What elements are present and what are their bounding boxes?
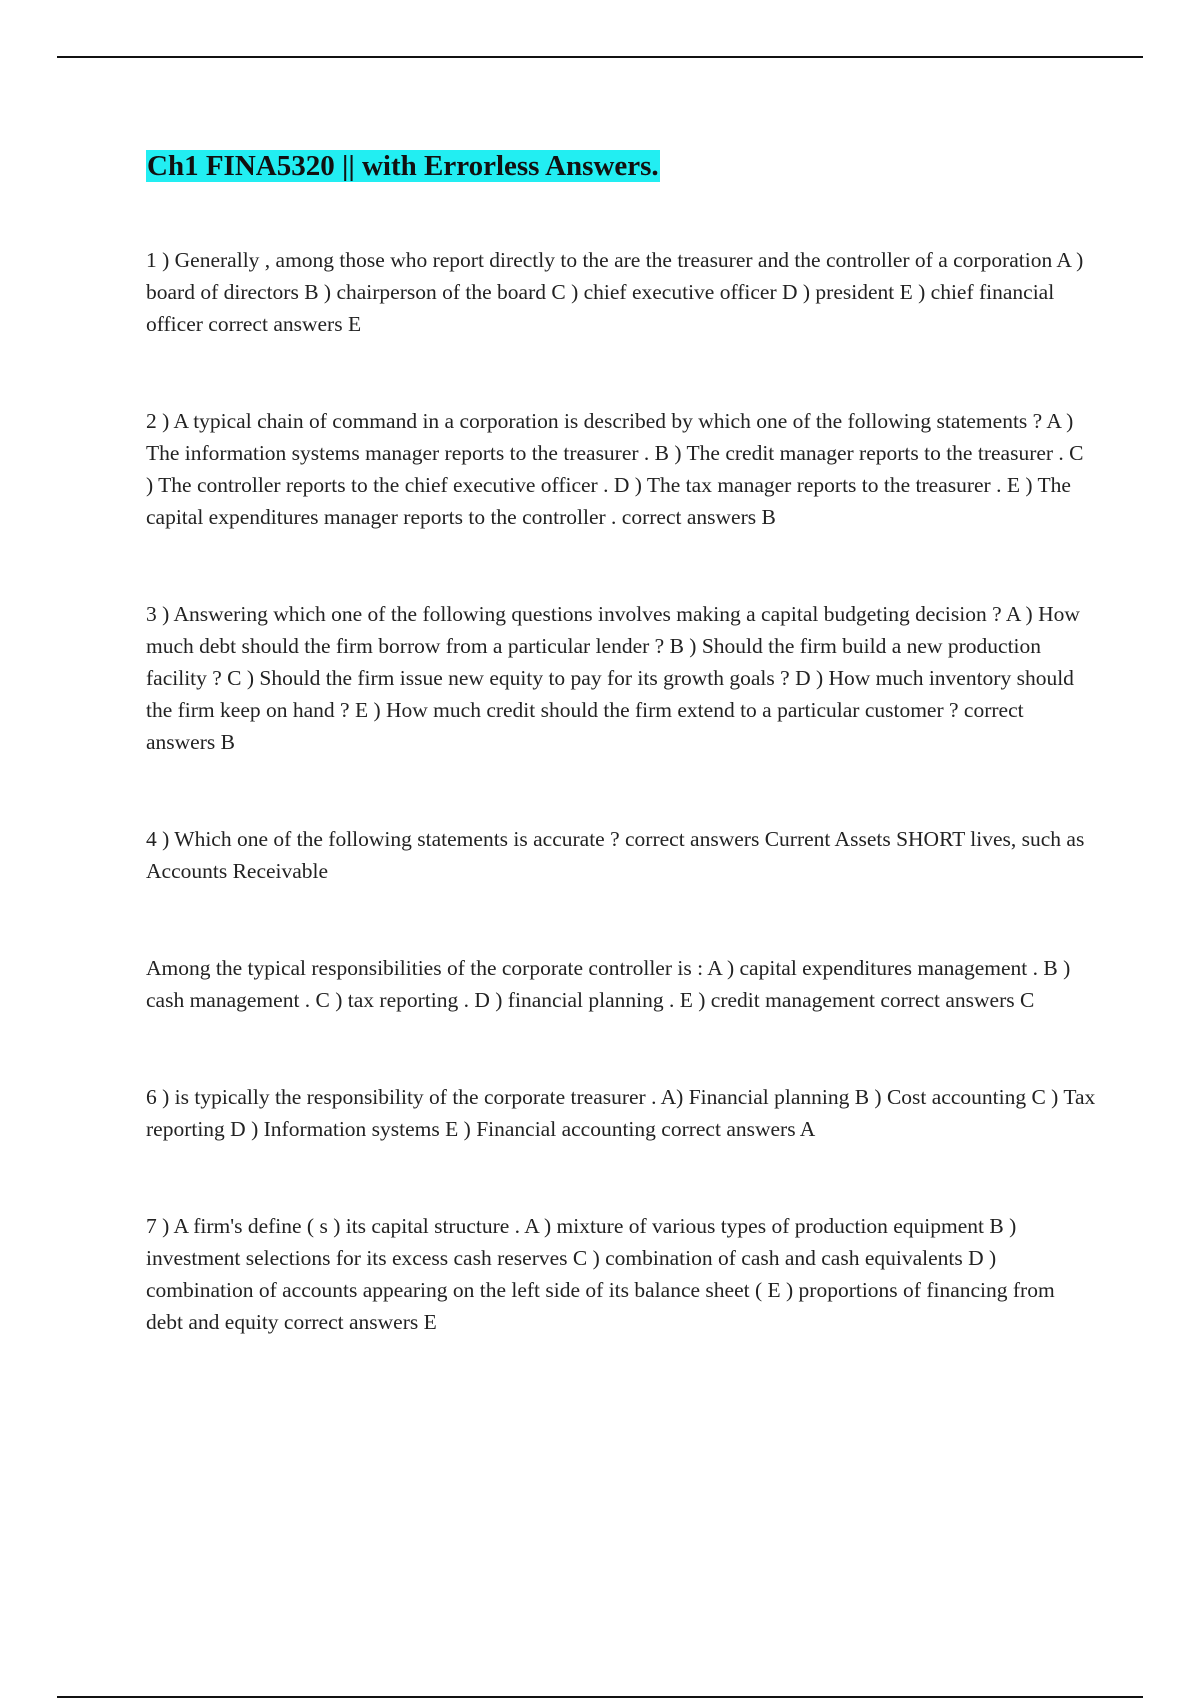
title-highlight: Ch1 FINA5320 || with Errorless Answers.: [147, 150, 659, 182]
question-2: 2 ) A typical chain of command in a corporation is described by which one of the following statements ? A ) The information systems manager reports to the treasurer . B ) The credit manager reports to the treasurer . C ) The controller reports to the chief executive officer . D ) The tax manager reports to the treasurer . E ) The capital expenditures manager reports to the controller . correct answers B: [146, 409, 1084, 529]
question-6: 6 ) is typically the responsibility of the corporate treasurer . A) Financial planning B ) Cost accounting C ) Tax reporting D ) Information systems E ) Financial accounting correct answers A: [146, 1085, 1096, 1141]
document-title: [146, 146, 1096, 186]
header-rule: [57, 56, 1143, 58]
question-7: 7 ) A firm's define ( s ) its capital structure . A ) mixture of various types of production equipment B ) investment selections for its excess cash reserves C ) combination of cash and cash equivalents D ) combination of accounts appearing on the left side of its balance sheet ( E ) proportions of financing from debt and equity correct answers E: [146, 1214, 1055, 1334]
question-4: 4 ) Which one of the following statements is accurate ? correct answers Current Assets SHORT lives, such as Accounts Receivable: [146, 827, 1085, 883]
question-3: 3 ) Answering which one of the following questions involves making a capital budgeting decision ? A ) How much debt should the firm borrow from a particular lender ? B ) Should the firm build a new production facility ? C ) Should the firm issue new equity to pay for its growth goals ? D ) How much inventory should the firm keep on hand ? E ) How much credit should the firm extend to a particular customer ? correct answers B: [146, 602, 1080, 754]
question-1: 1 ) Generally , among those who report directly to the are the treasurer and the controller of a corporation A ) board of directors B ) chairperson of the board C ) chief executive officer D ) president E ) chief financial officer correct answers E: [146, 248, 1084, 336]
document-body: [146, 146, 1096, 1403]
question-list: [146, 244, 1096, 1338]
footer-rule: [57, 1696, 1143, 1698]
question-5: Among the typical responsibilities of the corporate controller is : A ) capital expenditures management . B ) cash management . C ) tax reporting . D ) financial planning . E ) credit management correct answers C: [146, 956, 1071, 1012]
